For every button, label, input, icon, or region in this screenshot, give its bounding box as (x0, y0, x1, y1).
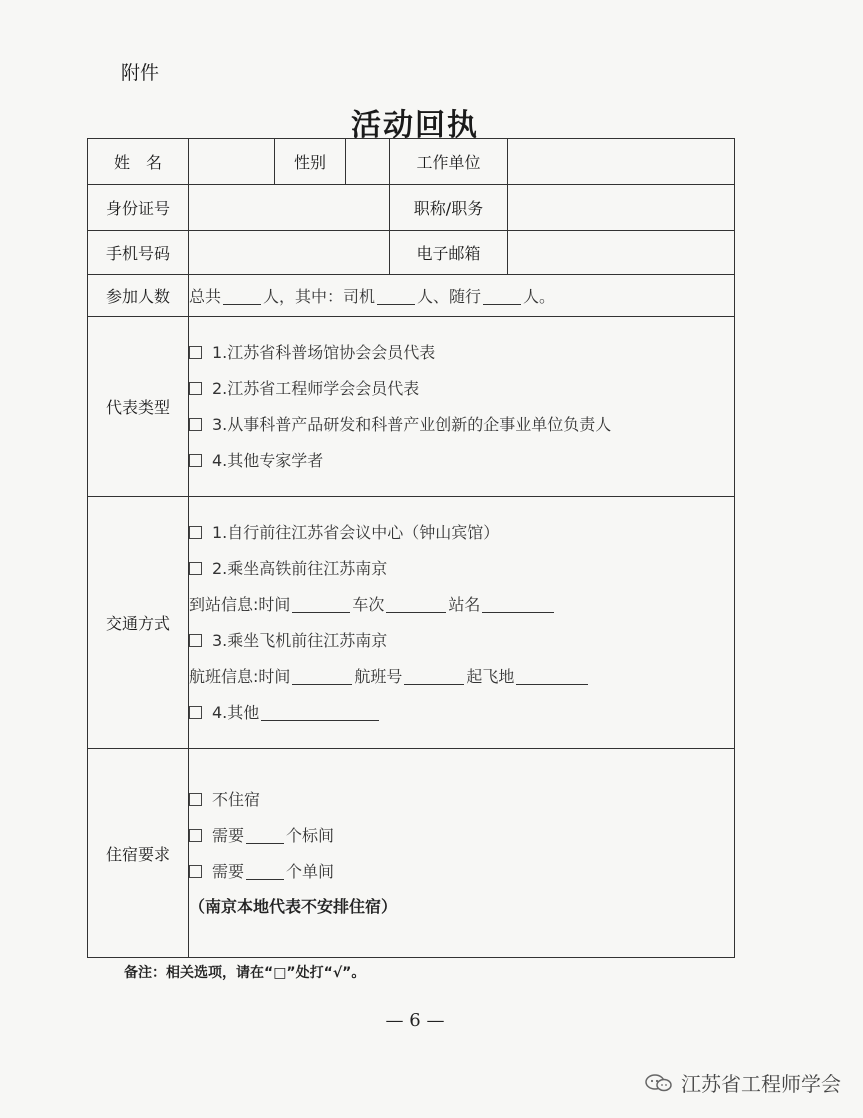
chat-bubble-icon (645, 1073, 673, 1093)
train-info-row: 到站信息:时间 车次 站名 (189, 587, 734, 623)
driver-count-blank[interactable] (377, 288, 415, 305)
attachment-label: 附件 (121, 62, 160, 84)
transport-label: 交通方式 (88, 497, 189, 749)
job-title-label: 职称/职务 (390, 185, 508, 231)
phone-field[interactable] (189, 231, 390, 275)
checkbox-icon[interactable] (189, 634, 202, 647)
checkbox-icon[interactable] (189, 454, 202, 467)
watermark-text: 江苏省工程师学会 (681, 1072, 841, 1096)
job-title-field[interactable] (508, 185, 735, 231)
lodging-options (189, 749, 735, 958)
rep-type-option[interactable]: 2.江苏省工程师学会会员代表 (189, 371, 734, 407)
work-unit-label: 工作单位 (390, 139, 508, 185)
total-count-blank[interactable] (223, 288, 261, 305)
rep-type-label: 代表类型 (88, 317, 189, 497)
attendees-driver-suffix: 人、随行 (417, 287, 482, 306)
companion-count-blank[interactable] (483, 288, 521, 305)
checkbox-icon[interactable] (189, 562, 202, 575)
checkbox-icon[interactable] (189, 418, 202, 431)
remark: 备注：相关选项，请在“□”处打“√”。 (124, 965, 366, 981)
transport-options (189, 497, 735, 749)
checkbox-icon[interactable] (189, 346, 202, 359)
train-time-blank[interactable] (292, 596, 350, 613)
train-number-blank[interactable] (386, 596, 446, 613)
id-number-label: 身份证号 (88, 185, 189, 231)
lodging-note: （南京本地代表不安排住宿） (189, 897, 398, 916)
single-room-blank[interactable] (246, 863, 284, 880)
rep-type-option[interactable]: 4.其他专家学者 (189, 443, 734, 479)
page-number: — 6 — (385, 1010, 445, 1031)
transport-option-other[interactable]: 4.其他 (189, 695, 734, 731)
lodging-option-none[interactable]: 不住宿 (189, 782, 734, 818)
checkbox-icon[interactable] (189, 865, 202, 878)
attendees-label: 参加人数 (88, 275, 189, 317)
registration-form (87, 138, 735, 958)
name-label: 姓 名 (88, 139, 189, 185)
attendees-total-prefix: 总共 (189, 287, 222, 306)
station-blank[interactable] (482, 596, 554, 613)
transport-option-flight[interactable]: 3.乘坐飞机前往江苏南京 (189, 623, 734, 659)
name-field[interactable] (189, 139, 275, 185)
checkbox-icon[interactable] (189, 526, 202, 539)
gender-label: 性别 (275, 139, 346, 185)
gender-field[interactable] (346, 139, 390, 185)
watermark (645, 1068, 841, 1097)
lodging-option-standard[interactable]: 需要 个标间 (189, 818, 734, 854)
checkbox-icon[interactable] (189, 382, 202, 395)
lodging-option-single[interactable]: 需要 个单间 (189, 854, 734, 890)
page-title: 活动回执 (351, 108, 479, 143)
standard-room-blank[interactable] (246, 827, 284, 844)
flight-info-row: 航班信息:时间 航班号 起飞地 (189, 659, 734, 695)
attendees-cell (189, 275, 735, 317)
id-number-field[interactable] (189, 185, 390, 231)
lodging-label: 住宿要求 (88, 749, 189, 958)
checkbox-icon[interactable] (189, 706, 202, 719)
checkbox-icon[interactable] (189, 829, 202, 842)
email-label: 电子邮箱 (390, 231, 508, 275)
rep-type-option[interactable]: 3.从事科普产品研发和科普产业创新的企事业单位负责人 (189, 407, 734, 443)
rep-type-option[interactable]: 1.江苏省科普场馆协会会员代表 (189, 335, 734, 371)
flight-number-blank[interactable] (404, 668, 464, 685)
phone-label: 手机号码 (88, 231, 189, 275)
departure-blank[interactable] (516, 668, 588, 685)
attendees-total-suffix: 人，其中：司机 (263, 287, 376, 306)
attendees-companion-suffix: 人。 (523, 287, 556, 306)
rep-type-options (189, 317, 735, 497)
transport-option-self[interactable]: 1.自行前往江苏省会议中心（钟山宾馆） (189, 515, 734, 551)
work-unit-field[interactable] (508, 139, 735, 185)
transport-other-blank[interactable] (261, 704, 379, 721)
checkbox-icon[interactable] (189, 793, 202, 806)
transport-option-train[interactable]: 2.乘坐高铁前往江苏南京 (189, 551, 734, 587)
email-field[interactable] (508, 231, 735, 275)
flight-time-blank[interactable] (292, 668, 352, 685)
